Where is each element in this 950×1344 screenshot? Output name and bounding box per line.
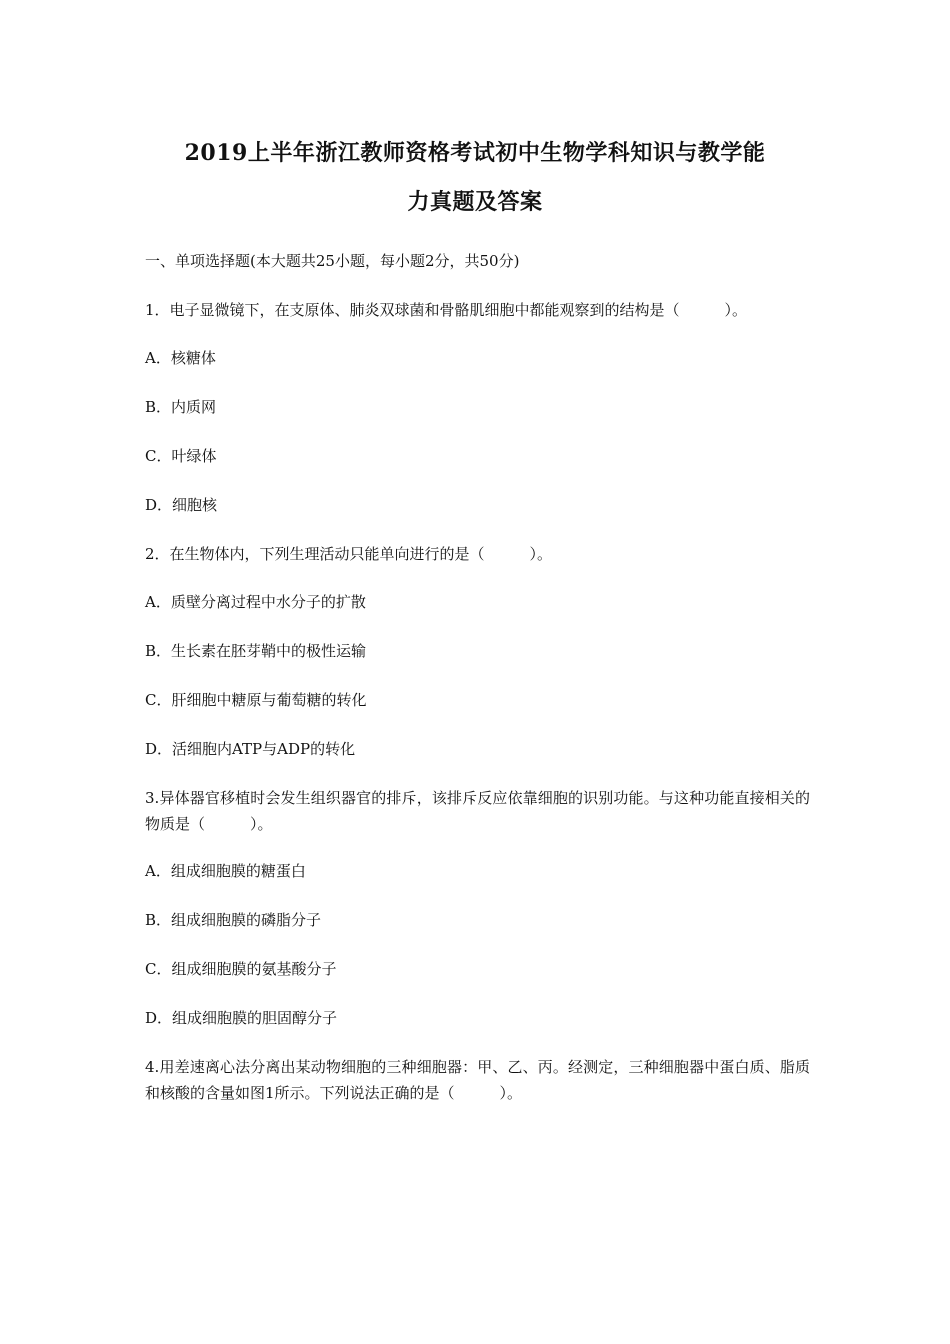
question-1-stem: 1．电子显微镜下，在支原体、肺炎双球菌和骨骼肌细胞中都能观察到的结构是（ ）。: [145, 301, 748, 319]
document-title-line-2: 力真题及答案: [407, 189, 543, 215]
question-4-stem: 4.用差速离心法分离出某动物细胞的三种细胞器：甲、乙、丙。经测定，三种细胞器中蛋白质、脂质和核酸的含量如图1所示。下列说法正确的是（ ）。: [145, 1058, 810, 1102]
document-title-line-1: 2019上半年浙江教师资格考试初中生物学科知识与教学能: [184, 140, 766, 166]
question-2-option-d: D．活细胞内ATP与ADP的转化: [145, 740, 356, 758]
question-3-option-a: A．组成细胞膜的糖蛋白: [145, 862, 306, 880]
question-1-option-d: D．细胞核: [145, 496, 218, 514]
section-heading: 一、单项选择题(本大题共25小题，每小题2分，共50分): [145, 252, 520, 270]
question-1-option-a: A．核糖体: [145, 349, 216, 367]
question-1-option-b: B．内质网: [145, 398, 217, 416]
question-2-stem: 2．在生物体内，下列生理活动只能单向进行的是（ ）。: [145, 545, 553, 563]
question-3-option-b: B．组成细胞膜的磷脂分子: [145, 911, 322, 929]
question-2-option-a: A．质壁分离过程中水分子的扩散: [145, 593, 366, 611]
question-1-option-c: C．叶绿体: [145, 447, 217, 465]
question-2-option-c: C．肝细胞中糖原与葡萄糖的转化: [145, 691, 367, 709]
question-3-option-d: D．组成细胞膜的胆固醇分子: [145, 1009, 338, 1027]
question-2-option-b: B．生长素在胚芽鞘中的极性运输: [145, 642, 367, 660]
question-3-stem: 3.异体器官移植时会发生组织器官的排斥，该排斥反应依靠细胞的识别功能。与这种功能直接相关的物质是（ ）。: [145, 789, 810, 833]
question-3-option-c: C．组成细胞膜的氨基酸分子: [145, 960, 337, 978]
